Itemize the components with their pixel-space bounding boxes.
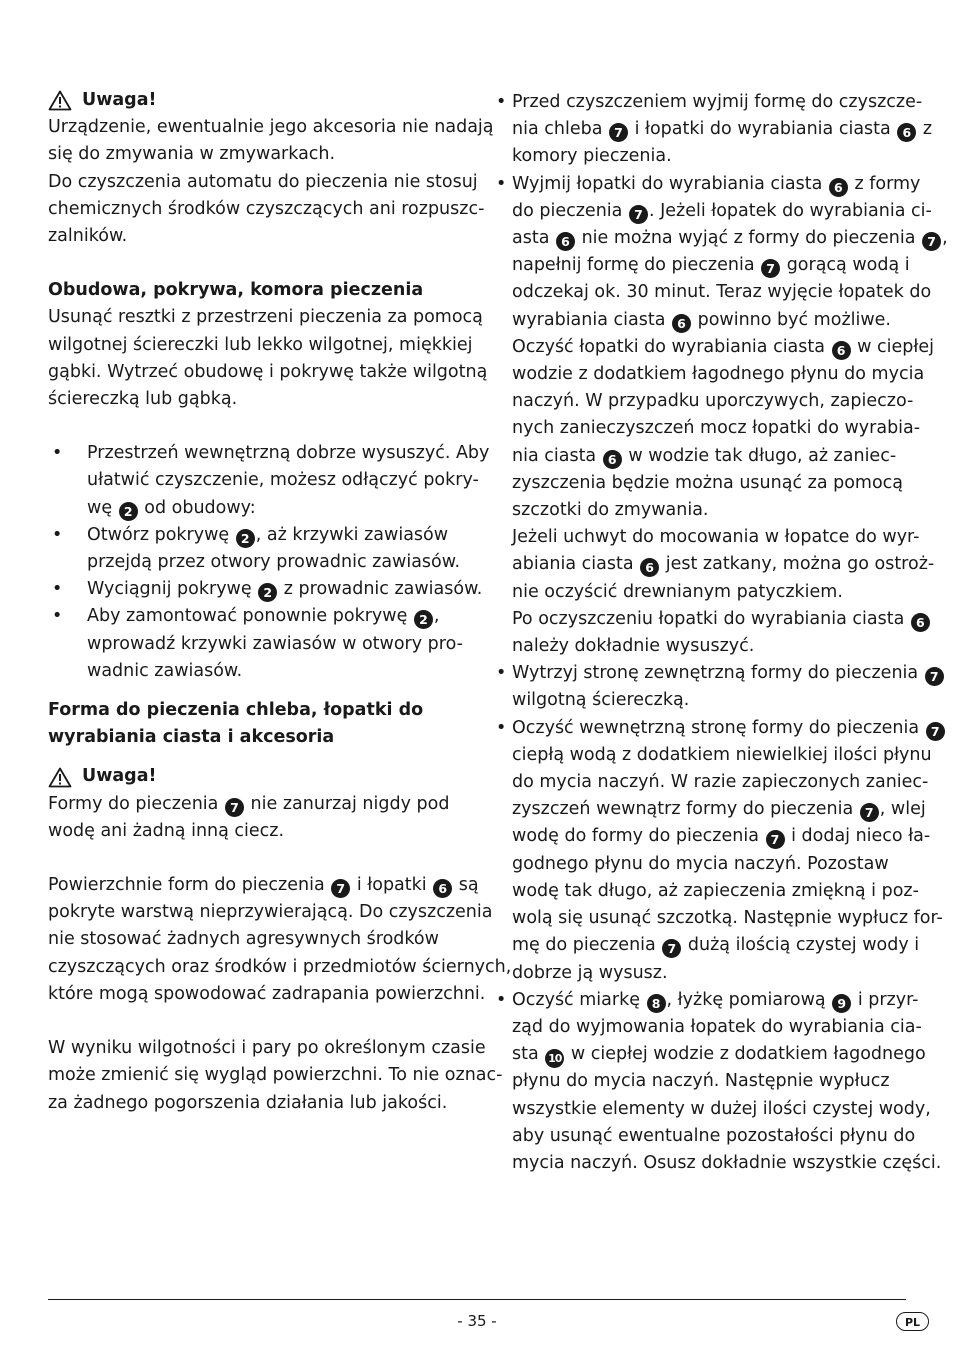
part-number-badge: 6 xyxy=(832,341,851,360)
page-number: - 35 - xyxy=(457,1312,497,1330)
part-number-badge: 6 xyxy=(640,558,659,577)
warning-1-text: chemicznych środków czyszczących ani rozpuszc- xyxy=(48,198,485,219)
warning-2-text: wodę ani żadną inną ciecz. xyxy=(48,820,285,841)
list-item: • Oczyść wewnętrzną stronę formy do pieczenia 7 ciepłą wodą z dodatkiem niewielkiej ilości płynu do mycia naczyń. W razie zapieczonych zaniec- zyszczeń wewnątrz formy do pieczenia 7 , wlej wodę do formy do pieczenia 7 i dodaj nieco ła- godnego płynu do mycia naczyń. Pozostaw wodę tak długo, aż zapieczenia zmiękną i poz- wolą się usunąć szczotką. Następnie wypłucz for- mę do pieczenia 7 dużą ilością czystej wody i dobrze ją wysusz. xyxy=(496,715,910,987)
left-column xyxy=(48,87,512,1117)
section-text: ściereczką lub gąbką. xyxy=(48,389,238,410)
warning-2-heading xyxy=(48,763,466,790)
part-number-badge: 8 xyxy=(647,994,666,1013)
bullet: • xyxy=(52,443,63,464)
list-item: • Otwórz pokrywę 2 , aż krzywki zawiasów przejdą przez otwory prowadnic zawiasów. xyxy=(48,522,466,576)
part-number-badge: 2 xyxy=(414,610,433,629)
bullet: • xyxy=(52,606,63,627)
bullet: • xyxy=(496,663,507,684)
part-number-badge: 7 xyxy=(609,123,628,142)
list-item: • Przed czyszczeniem wyjmij formę do czyszcze- nia chleba 7 i łopatki do wyrabiania ciasta 6 z komory pieczenia. xyxy=(496,89,910,171)
part-number-badge: 2 xyxy=(236,529,255,548)
section-heading-bread-pan: wyrabiania ciasta i akcesoria xyxy=(48,727,335,748)
list-item: • Oczyść miarkę 8 , łyżkę pomiarową 9 i przyr- ząd do wyjmowania łopatek do wyrabiania cia- sta 10 w ciepłej wodzie z dodatkiem łagodnego płynu do mycia naczyń. Następnie wypłucz wszystkie elementy w dużej ilości czystej wody, aby usunąć ewentualne pozostałości płynu do mycia naczyń. Osusz dokładnie wszystkie części. xyxy=(496,987,910,1177)
part-number-badge: 7 xyxy=(629,205,648,224)
part-number-badge: 2 xyxy=(258,583,277,602)
part-number-badge: 9 xyxy=(832,994,851,1013)
warning-triangle-icon xyxy=(48,90,72,111)
warning-1-text: się do zmywania w zmywarkach. xyxy=(48,144,336,165)
list-item: • Wyciągnij pokrywę 2 z prowadnic zawiasów. xyxy=(48,576,466,603)
paragraph-coating: czyszczących oraz środków i przedmiotów ściernych, xyxy=(48,956,512,977)
right-column xyxy=(496,89,948,1177)
warning-triangle-icon xyxy=(48,767,72,788)
bullet: • xyxy=(52,524,63,545)
list-item: • Wytrzyj stronę zewnętrzną formy do pieczenia 7 wilgotną ściereczką. xyxy=(496,660,910,714)
section-text: Usunąć resztki z przestrzeni pieczenia za pomocą xyxy=(48,307,483,328)
part-number-badge: 6 xyxy=(672,314,691,333)
section-text: gąbki. Wytrzeć obudowę i pokrywę także wilgotną xyxy=(48,361,488,382)
warning-2-text: Formy do pieczenia 7 nie zanurzaj nigdy pod xyxy=(48,793,450,815)
section-text: wilgotnej ściereczki lub lekko wilgotnej, miękkiej xyxy=(48,334,473,355)
bullet: • xyxy=(496,173,507,194)
part-number-badge: 7 xyxy=(225,798,244,817)
part-number-badge: 6 xyxy=(433,879,452,898)
warning-1-title: Uwaga! xyxy=(82,90,157,110)
part-number-badge: 6 xyxy=(829,178,848,197)
language-badge: PL xyxy=(896,1312,929,1331)
part-number-badge: 6 xyxy=(603,450,622,469)
footer-divider xyxy=(48,1299,906,1300)
paragraph-coating: nie stosować żadnych agresywnych środków xyxy=(48,929,439,950)
warning-1-heading xyxy=(48,87,466,114)
paragraph-coating: pokryte warstwą nieprzywierającą. Do czyszczenia xyxy=(48,902,493,923)
warning-2-title: Uwaga! xyxy=(82,766,157,787)
list-item: • Przestrzeń wewnętrzną dobrze wysuszyć. Aby ułatwić czyszczenie, możesz odłączyć pokry- wę 2 od obudowy: xyxy=(48,440,466,522)
part-number-badge: 7 xyxy=(925,667,944,686)
paragraph-coating: Powierzchnie form do pieczenia 7 i łopatki 6 są xyxy=(48,875,479,897)
part-number-badge: 7 xyxy=(761,259,780,278)
part-number-badge: 7 xyxy=(860,803,879,822)
list-item: • Aby zamontować ponownie pokrywę 2 , wprowadź krzywki zawiasów w otwory pro- wadnic zawiasów. xyxy=(48,603,466,685)
part-number-badge: 7 xyxy=(662,939,681,958)
part-number-badge: 6 xyxy=(911,613,930,632)
paragraph-humidity: W wyniku wilgotności i pary po określonym czasie xyxy=(48,1038,486,1059)
part-number-badge: 10 xyxy=(545,1049,564,1068)
part-number-badge: 2 xyxy=(119,502,138,521)
bullet: • xyxy=(496,92,507,112)
paragraph-humidity: za żadnego pogorszenia działania lub jakości. xyxy=(48,1092,448,1113)
paragraph-humidity: może zmienić się wygląd powierzchni. To nie oznac- xyxy=(48,1065,503,1086)
warning-1-text: zalników. xyxy=(48,226,128,247)
part-number-badge: 7 xyxy=(766,830,785,849)
warning-1-text: Urządzenie, ewentualnie jego akcesoria nie nadają xyxy=(48,117,494,138)
section-heading-housing: Obudowa, pokrywa, komora pieczenia xyxy=(48,280,424,301)
paragraph-coating: które mogą spowodować zadrapania powierzchni. xyxy=(48,983,486,1004)
section-heading-bread-pan: Forma do pieczenia chleba, łopatki do xyxy=(48,700,424,721)
bullet: • xyxy=(496,989,507,1010)
part-number-badge: 6 xyxy=(556,232,575,251)
warning-1-text: Do czyszczenia automatu do pieczenia nie stosuj xyxy=(48,171,478,192)
part-number-badge: 7 xyxy=(331,879,350,898)
bullet: • xyxy=(496,717,507,738)
part-number-badge: 7 xyxy=(926,722,945,741)
part-number-badge: 6 xyxy=(897,123,916,142)
list-item: • Wyjmij łopatki do wyrabiania ciasta 6 z formy do pieczenia 7 . Jeżeli łopatek do wyrabiania ci- asta 6 nie można wyjąć z formy do pieczenia 7 , napełnij formę do pieczenia 7 gorącą wodą i odczekaj ok. 30 minut. Teraz wyjęcie łopatek do wyrabiania ciasta 6 powinno być możliwe. Oczyść łopatki do wyrabiania ciasta 6 w ciepłej wodzie z dodatkiem łagodnego płynu do mycia naczyń. W przypadku uporczywych, zapieczo- nych zanieczyszczeń mocz łopatki do wyrabia- nia ciasta 6 w wodzie tak długo, aż zaniec- zyszczenia będzie można usunąć za pomocą szczotki do zmywania. Jeżeli uchwyt do mocowania w łopatce do wyr- abiania ciasta 6 jest zatkany, można go ostroż- nie oczyścić drewnianym patyczkiem. Po oczyszczeniu łopatki do wyrabiania ciasta 6 należy dokładnie wysuszyć. xyxy=(496,171,910,661)
part-number-badge: 7 xyxy=(922,232,941,251)
bullet: • xyxy=(52,579,63,600)
